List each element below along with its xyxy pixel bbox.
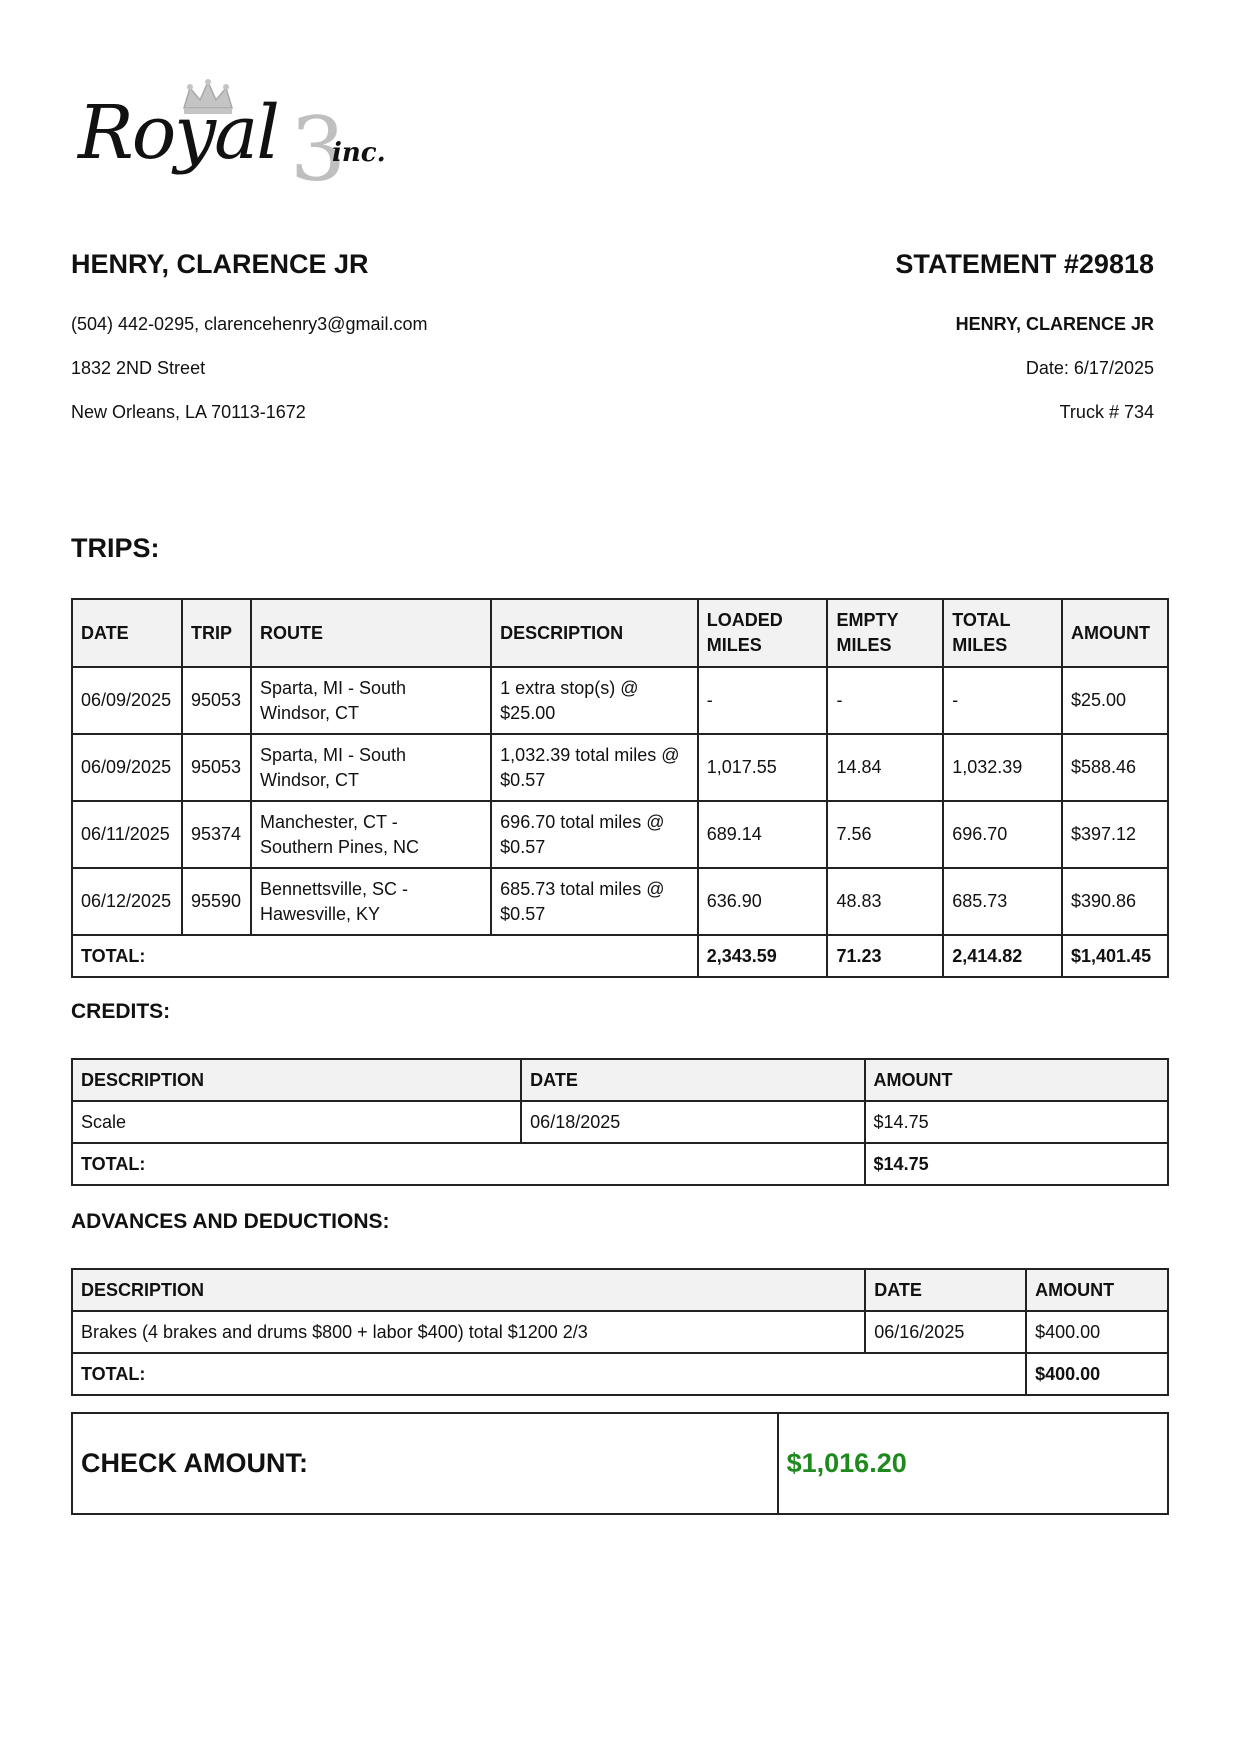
credit-amount: $14.75 xyxy=(865,1101,1168,1143)
credits-total-label: TOTAL: xyxy=(72,1143,865,1185)
trip-date: 06/11/2025 xyxy=(72,801,182,868)
col-loaded-miles: LOADED MILES xyxy=(698,599,828,667)
trip-description: 1,032.39 total miles @ $0.57 xyxy=(491,734,698,801)
credits-table xyxy=(71,1058,1169,1186)
trips-total-empty: 71.23 xyxy=(827,935,943,977)
driver-street: 1832 2ND Street xyxy=(71,358,206,378)
col-amount: AMOUNT xyxy=(865,1059,1168,1101)
col-description: DESCRIPTION xyxy=(72,1059,521,1101)
trip-description: 696.70 total miles @ $0.57 xyxy=(491,801,698,868)
trip-date: 06/09/2025 xyxy=(72,667,182,734)
logo-wordmark: Royal xyxy=(78,90,278,176)
advances-table xyxy=(71,1268,1169,1396)
trip-empty: - xyxy=(827,667,943,734)
col-amount: AMOUNT xyxy=(1062,599,1168,667)
advances-total-amount: $400.00 xyxy=(1026,1353,1168,1395)
col-trip: TRIP xyxy=(182,599,251,667)
table-row xyxy=(72,1311,1168,1353)
col-date: DATE xyxy=(521,1059,864,1101)
driver-info xyxy=(71,248,631,434)
trip-number: 95053 xyxy=(182,667,251,734)
trip-date: 06/12/2025 xyxy=(72,868,182,935)
statement-title: STATEMENT #29818 xyxy=(895,249,1154,279)
col-description: DESCRIPTION xyxy=(491,599,698,667)
logo-suffix: inc. xyxy=(332,138,386,168)
trip-amount: $390.86 xyxy=(1062,868,1168,935)
table-row xyxy=(72,868,1168,935)
col-date: DATE xyxy=(865,1269,1026,1311)
deduction-amount: $400.00 xyxy=(1026,1311,1168,1353)
trips-total-row xyxy=(72,935,1168,977)
trip-loaded: 636.90 xyxy=(698,868,828,935)
trip-number: 95590 xyxy=(182,868,251,935)
table-header-row xyxy=(72,1269,1168,1311)
company-logo xyxy=(78,78,398,201)
trip-description: 685.73 total miles @ $0.57 xyxy=(491,868,698,935)
trip-route: Bennettsville, SC - Hawesville, KY xyxy=(251,868,491,935)
trip-description: 1 extra stop(s) @ $25.00 xyxy=(491,667,698,734)
statement-driver-name: HENRY, CLARENCE JR xyxy=(955,314,1154,334)
table-header-row xyxy=(72,599,1168,667)
trip-total: 1,032.39 xyxy=(943,734,1062,801)
check-amount-value: $1,016.20 xyxy=(778,1413,1168,1514)
col-total-miles: TOTAL MILES xyxy=(943,599,1062,667)
statement-date: Date: 6/17/2025 xyxy=(1025,358,1154,378)
trip-loaded: 1,017.55 xyxy=(698,734,828,801)
trip-amount: $588.46 xyxy=(1062,734,1168,801)
col-date: DATE xyxy=(72,599,182,667)
trip-number: 95053 xyxy=(182,734,251,801)
deduction-description: Brakes (4 brakes and drums $800 + labor $400) total $1200 2/3 xyxy=(72,1311,865,1353)
trips-table xyxy=(71,598,1169,978)
logo-number: 3 xyxy=(290,98,346,201)
trip-total: 696.70 xyxy=(943,801,1062,868)
trips-heading: TRIPS: xyxy=(71,533,160,563)
deduction-date: 06/16/2025 xyxy=(865,1311,1026,1353)
trip-route: Sparta, MI - South Windsor, CT xyxy=(251,734,491,801)
advances-total-label: TOTAL: xyxy=(72,1353,1026,1395)
trip-date: 06/09/2025 xyxy=(72,734,182,801)
trip-loaded: 689.14 xyxy=(698,801,828,868)
driver-city: New Orleans, LA 70113-1672 xyxy=(71,402,306,422)
check-amount-row xyxy=(72,1413,1168,1514)
col-empty-miles: EMPTY MILES xyxy=(827,599,943,667)
trips-total-miles: 2,414.82 xyxy=(943,935,1062,977)
credit-date: 06/18/2025 xyxy=(521,1101,864,1143)
advances-heading: ADVANCES AND DEDUCTIONS: xyxy=(71,1210,390,1233)
table-header-row xyxy=(72,1059,1168,1101)
col-route: ROUTE xyxy=(251,599,491,667)
trip-empty: 48.83 xyxy=(827,868,943,935)
col-amount: AMOUNT xyxy=(1026,1269,1168,1311)
advances-total-row xyxy=(72,1353,1168,1395)
trip-number: 95374 xyxy=(182,801,251,868)
check-amount-label: CHECK AMOUNT: xyxy=(72,1413,778,1514)
statement-truck: Truck # 734 xyxy=(1059,402,1154,422)
trip-empty: 14.84 xyxy=(827,734,943,801)
driver-name: HENRY, CLARENCE JR xyxy=(71,249,369,279)
trip-route: Sparta, MI - South Windsor, CT xyxy=(251,667,491,734)
trip-route: Manchester, CT - Southern Pines, NC xyxy=(251,801,491,868)
table-row xyxy=(72,734,1168,801)
table-row xyxy=(72,667,1168,734)
credits-heading: CREDITS: xyxy=(71,1000,171,1023)
credit-description: Scale xyxy=(72,1101,521,1143)
col-description: DESCRIPTION xyxy=(72,1269,865,1311)
credits-total-amount: $14.75 xyxy=(865,1143,1168,1185)
table-row xyxy=(72,801,1168,868)
trips-total-loaded: 2,343.59 xyxy=(698,935,828,977)
trip-loaded: - xyxy=(698,667,828,734)
credits-total-row xyxy=(72,1143,1168,1185)
trip-total: - xyxy=(943,667,1062,734)
trip-amount: $25.00 xyxy=(1062,667,1168,734)
trips-total-label: TOTAL: xyxy=(72,935,698,977)
trips-total-amount: $1,401.45 xyxy=(1062,935,1168,977)
driver-contact: (504) 442-0295, clarencehenry3@gmail.com xyxy=(71,314,428,334)
table-row xyxy=(72,1101,1168,1143)
trip-total: 685.73 xyxy=(943,868,1062,935)
trip-amount: $397.12 xyxy=(1062,801,1168,868)
statement-info xyxy=(594,248,1154,434)
check-amount-box xyxy=(71,1412,1169,1515)
trip-empty: 7.56 xyxy=(827,801,943,868)
